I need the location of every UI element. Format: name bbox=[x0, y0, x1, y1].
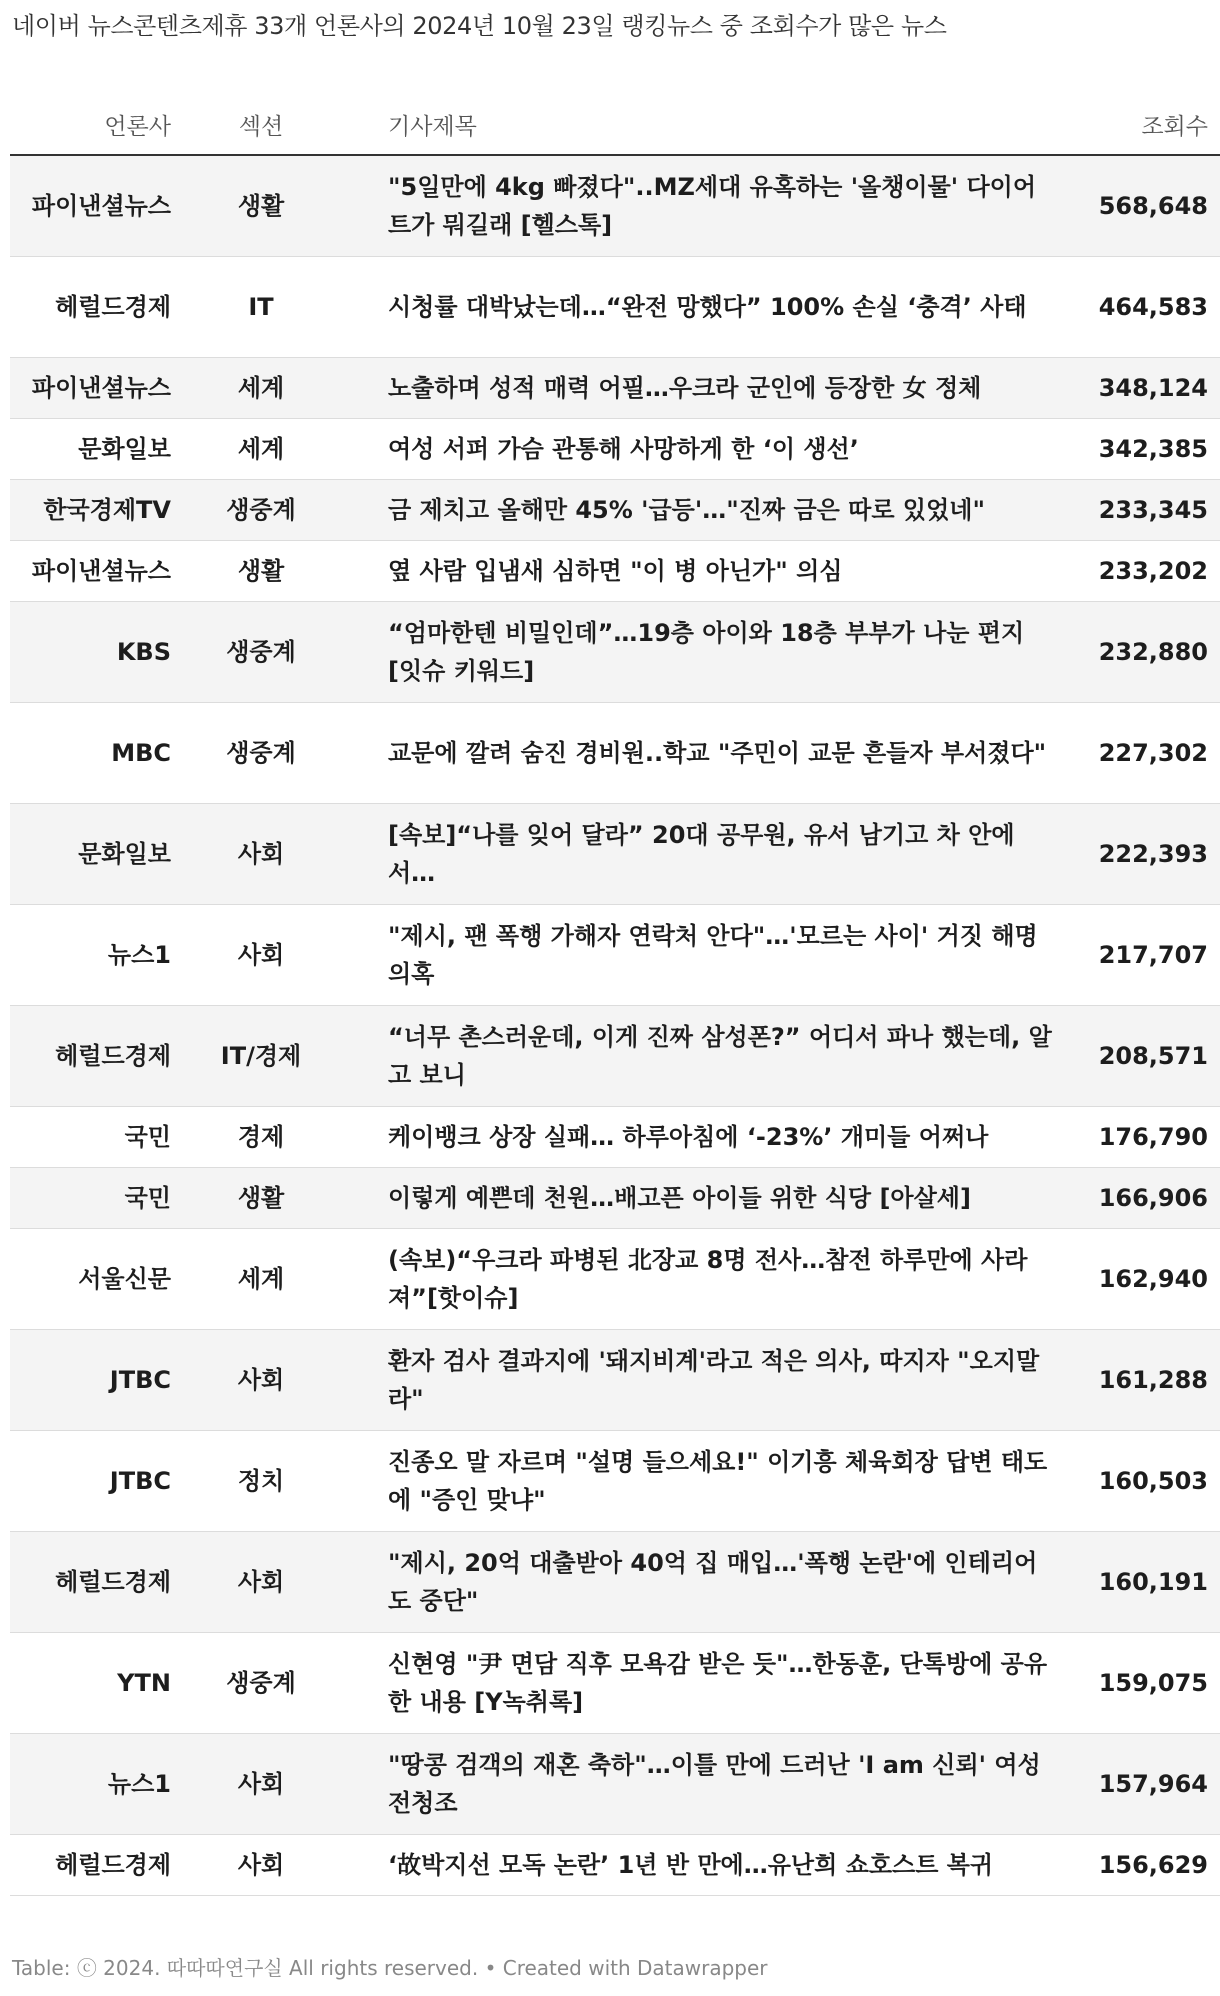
table-row bbox=[10, 155, 1220, 257]
column-spacer bbox=[351, 94, 388, 155]
cell-spacer bbox=[351, 358, 388, 419]
cell-headline: "제시, 20억 대출받아 40억 집 매입…'폭행 논란'에 인테리어도 중단" bbox=[388, 1532, 1052, 1633]
cell-publisher: 헤럴드경제 bbox=[10, 257, 171, 358]
table-body bbox=[10, 155, 1220, 1896]
cell-spacer bbox=[351, 257, 388, 358]
cell-views: 160,191 bbox=[1052, 1532, 1220, 1633]
table-row bbox=[10, 358, 1220, 419]
cell-publisher: 국민 bbox=[10, 1168, 171, 1229]
cell-views: 176,790 bbox=[1052, 1107, 1220, 1168]
cell-views: 208,571 bbox=[1052, 1006, 1220, 1107]
cell-publisher: MBC bbox=[10, 703, 171, 804]
cell-section: 사회 bbox=[171, 1734, 351, 1835]
ranking-table bbox=[10, 94, 1220, 1896]
cell-spacer bbox=[351, 1633, 388, 1734]
cell-views: 160,503 bbox=[1052, 1431, 1220, 1532]
cell-publisher: 한국경제TV bbox=[10, 480, 171, 541]
cell-headline: “엄마한텐 비밀인데”…19층 아이와 18층 부부가 나눈 편지 [잇슈 키워드] bbox=[388, 602, 1052, 703]
cell-headline: 환자 검사 결과지에 '돼지비계'라고 적은 의사, 따지자 "오지말라" bbox=[388, 1330, 1052, 1431]
cell-headline: 옆 사람 입냄새 심하면 "이 병 아닌가" 의심 bbox=[388, 541, 1052, 602]
table-row bbox=[10, 1330, 1220, 1431]
cell-views: 227,302 bbox=[1052, 703, 1220, 804]
cell-section: 사회 bbox=[171, 1532, 351, 1633]
cell-spacer bbox=[351, 419, 388, 480]
cell-spacer bbox=[351, 1107, 388, 1168]
cell-spacer bbox=[351, 1532, 388, 1633]
cell-headline: ‘故박지선 모독 논란’ 1년 반 만에…유난희 쇼호스트 복귀 bbox=[388, 1835, 1052, 1896]
table-row bbox=[10, 1168, 1220, 1229]
table-row bbox=[10, 1532, 1220, 1633]
cell-section: 사회 bbox=[171, 1330, 351, 1431]
table-row bbox=[10, 1229, 1220, 1330]
cell-headline: "5일만에 4kg 빠졌다"..MZ세대 유혹하는 '올챙이물' 다이어트가 뭐길래 [헬스톡] bbox=[388, 155, 1052, 257]
table-row bbox=[10, 703, 1220, 804]
cell-section: IT/경제 bbox=[171, 1006, 351, 1107]
cell-section: 사회 bbox=[171, 1835, 351, 1896]
cell-views: 217,707 bbox=[1052, 905, 1220, 1006]
cell-publisher: 헤럴드경제 bbox=[10, 1835, 171, 1896]
cell-section: IT bbox=[171, 257, 351, 358]
cell-publisher: 파이낸셜뉴스 bbox=[10, 541, 171, 602]
cell-headline: "땅콩 검객의 재혼 축하"…이틀 만에 드러난 'I am 신뢰' 여성 전청조 bbox=[388, 1734, 1052, 1835]
cell-headline: "제시, 팬 폭행 가해자 연락처 안다"…'모르는 사이' 거짓 해명 의혹 bbox=[388, 905, 1052, 1006]
cell-section: 생활 bbox=[171, 541, 351, 602]
cell-spacer bbox=[351, 1006, 388, 1107]
cell-publisher: 헤럴드경제 bbox=[10, 1006, 171, 1107]
cell-publisher: 국민 bbox=[10, 1107, 171, 1168]
cell-headline: 진종오 말 자르며 "설명 들으세요!" 이기흥 체육회장 답변 태도에 "증인 맞냐" bbox=[388, 1431, 1052, 1532]
table-row bbox=[10, 1107, 1220, 1168]
cell-spacer bbox=[351, 1168, 388, 1229]
cell-publisher: JTBC bbox=[10, 1330, 171, 1431]
cell-spacer bbox=[351, 480, 388, 541]
cell-headline: 교문에 깔려 숨진 경비원..학교 "주민이 교문 흔들자 부서졌다" bbox=[388, 703, 1052, 804]
cell-headline: 신현영 "尹 면담 직후 모욕감 받은 듯"…한동훈, 단톡방에 공유한 내용 [Y녹취록] bbox=[388, 1633, 1052, 1734]
cell-section: 사회 bbox=[171, 804, 351, 905]
cell-publisher: 파이낸셜뉴스 bbox=[10, 358, 171, 419]
cell-views: 342,385 bbox=[1052, 419, 1220, 480]
cell-views: 157,964 bbox=[1052, 1734, 1220, 1835]
cell-spacer bbox=[351, 804, 388, 905]
cell-publisher: 문화일보 bbox=[10, 419, 171, 480]
table-header-row bbox=[10, 94, 1220, 155]
table-row bbox=[10, 905, 1220, 1006]
cell-publisher: 파이낸셜뉴스 bbox=[10, 155, 171, 257]
cell-section: 생중계 bbox=[171, 703, 351, 804]
cell-headline: 여성 서퍼 가슴 관통해 사망하게 한 ‘이 생선’ bbox=[388, 419, 1052, 480]
table-row bbox=[10, 419, 1220, 480]
cell-spacer bbox=[351, 1330, 388, 1431]
cell-publisher: 서울신문 bbox=[10, 1229, 171, 1330]
cell-views: 568,648 bbox=[1052, 155, 1220, 257]
cell-views: 159,075 bbox=[1052, 1633, 1220, 1734]
cell-headline: “너무 촌스러운데, 이게 진짜 삼성폰?” 어디서 파나 했는데, 알고 보니 bbox=[388, 1006, 1052, 1107]
cell-spacer bbox=[351, 1835, 388, 1896]
cell-views: 233,202 bbox=[1052, 541, 1220, 602]
table-row bbox=[10, 804, 1220, 905]
cell-section: 생중계 bbox=[171, 602, 351, 703]
cell-publisher: 뉴스1 bbox=[10, 905, 171, 1006]
table-row bbox=[10, 480, 1220, 541]
cell-publisher: 헤럴드경제 bbox=[10, 1532, 171, 1633]
cell-views: 166,906 bbox=[1052, 1168, 1220, 1229]
cell-section: 세계 bbox=[171, 1229, 351, 1330]
cell-publisher: 뉴스1 bbox=[10, 1734, 171, 1835]
cell-section: 경제 bbox=[171, 1107, 351, 1168]
column-header-section: 섹션 bbox=[171, 94, 351, 155]
cell-views: 222,393 bbox=[1052, 804, 1220, 905]
chart-title: 네이버 뉴스콘텐츠제휴 33개 언론사의 2024년 10월 23일 랭킹뉴스 중 조회수가 많은 뉴스 bbox=[12, 12, 947, 40]
cell-headline: 금 제치고 올해만 45% '급등'…"진짜 금은 따로 있었네" bbox=[388, 480, 1052, 541]
table-row bbox=[10, 1633, 1220, 1734]
cell-section: 생활 bbox=[171, 1168, 351, 1229]
cell-headline: [속보]“나를 잊어 달라” 20대 공무원, 유서 남기고 차 안에서… bbox=[388, 804, 1052, 905]
table-row bbox=[10, 1006, 1220, 1107]
column-header-views: 조회수 bbox=[1052, 94, 1220, 155]
cell-headline: 노출하며 성적 매력 어필…우크라 군인에 등장한 女 정체 bbox=[388, 358, 1052, 419]
cell-publisher: YTN bbox=[10, 1633, 171, 1734]
table-row bbox=[10, 602, 1220, 703]
cell-section: 세계 bbox=[171, 358, 351, 419]
cell-views: 156,629 bbox=[1052, 1835, 1220, 1896]
column-header-publisher: 언론사 bbox=[10, 94, 171, 155]
cell-publisher: KBS bbox=[10, 602, 171, 703]
cell-section: 생중계 bbox=[171, 1633, 351, 1734]
cell-views: 162,940 bbox=[1052, 1229, 1220, 1330]
cell-section: 생중계 bbox=[171, 480, 351, 541]
cell-section: 정치 bbox=[171, 1431, 351, 1532]
table-row bbox=[10, 1835, 1220, 1896]
cell-views: 233,345 bbox=[1052, 480, 1220, 541]
table-footer: Table: ⓒ 2024. 따따따연구실 All rights reserved. • Created with Datawrapper bbox=[12, 1956, 768, 1980]
cell-spacer bbox=[351, 1229, 388, 1330]
cell-spacer bbox=[351, 905, 388, 1006]
cell-views: 232,880 bbox=[1052, 602, 1220, 703]
cell-spacer bbox=[351, 703, 388, 804]
cell-spacer bbox=[351, 541, 388, 602]
column-header-headline: 기사제목 bbox=[388, 94, 1052, 155]
table-row bbox=[10, 541, 1220, 602]
cell-publisher: JTBC bbox=[10, 1431, 171, 1532]
table-row bbox=[10, 1431, 1220, 1532]
table-row bbox=[10, 1734, 1220, 1835]
cell-section: 세계 bbox=[171, 419, 351, 480]
cell-publisher: 문화일보 bbox=[10, 804, 171, 905]
cell-headline: (속보)“우크라 파병된 北장교 8명 전사…참전 하루만에 사라져”[핫이슈] bbox=[388, 1229, 1052, 1330]
cell-spacer bbox=[351, 1734, 388, 1835]
cell-views: 348,124 bbox=[1052, 358, 1220, 419]
cell-headline: 케이뱅크 상장 실패… 하루아침에 ‘-23%’ 개미들 어쩌나 bbox=[388, 1107, 1052, 1168]
cell-spacer bbox=[351, 1431, 388, 1532]
cell-views: 161,288 bbox=[1052, 1330, 1220, 1431]
cell-spacer bbox=[351, 155, 388, 257]
cell-headline: 이렇게 예쁜데 천원…배고픈 아이들 위한 식당 [아살세] bbox=[388, 1168, 1052, 1229]
cell-views: 464,583 bbox=[1052, 257, 1220, 358]
cell-section: 생활 bbox=[171, 155, 351, 257]
cell-section: 사회 bbox=[171, 905, 351, 1006]
cell-headline: 시청률 대박났는데…“완전 망했다” 100% 손실 ‘충격’ 사태 bbox=[388, 257, 1052, 358]
cell-spacer bbox=[351, 602, 388, 703]
table-row bbox=[10, 257, 1220, 358]
